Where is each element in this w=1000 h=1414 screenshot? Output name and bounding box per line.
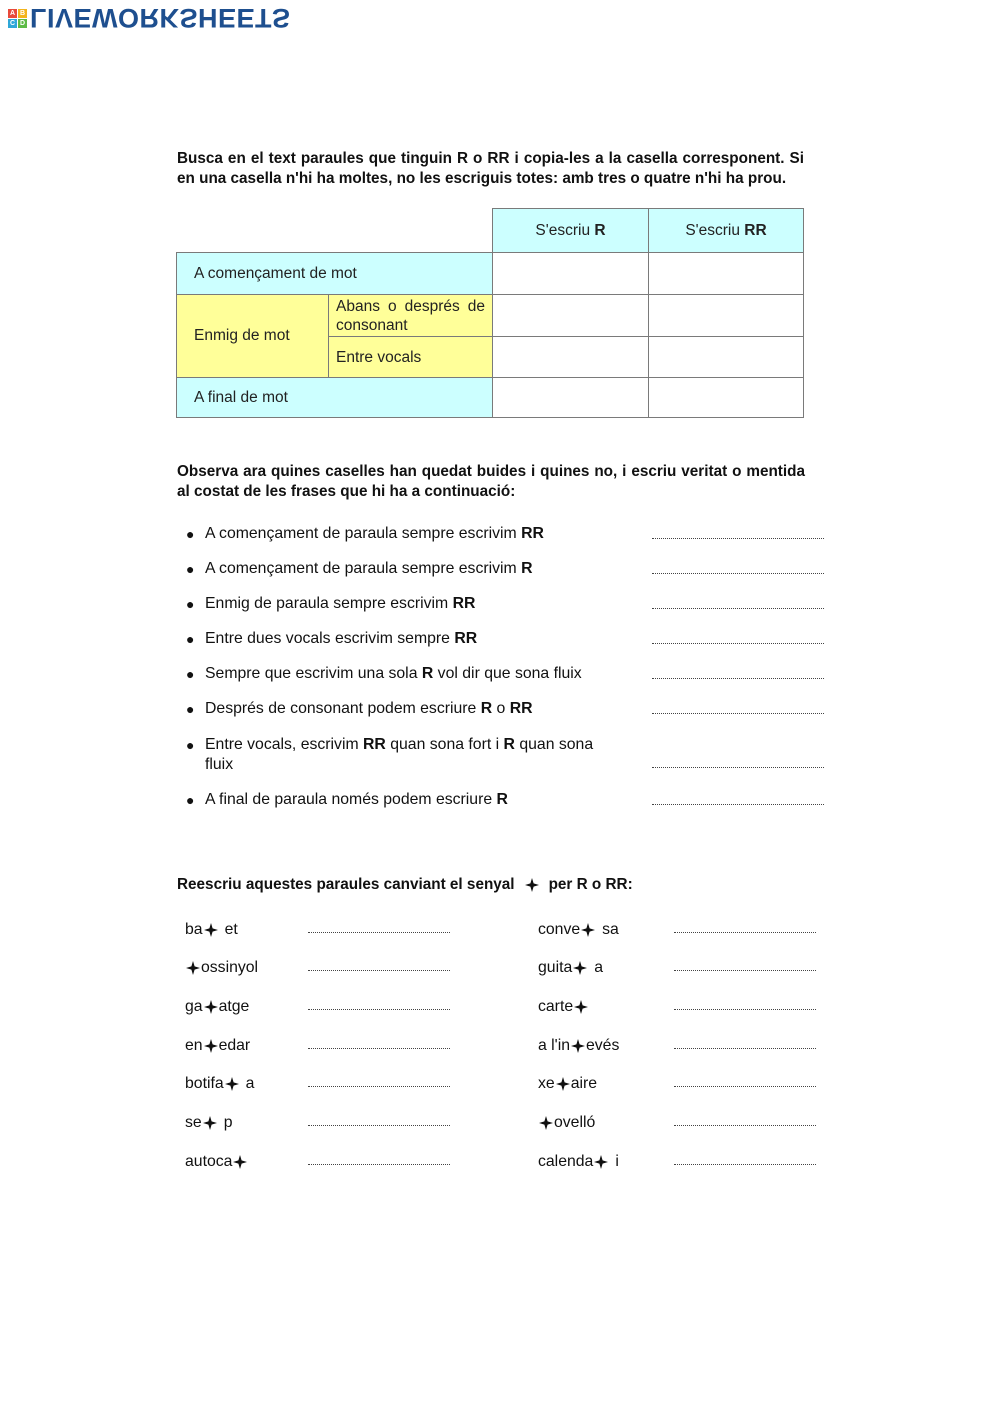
word-part-after: p — [223, 1114, 233, 1131]
logo-blocks-icon: A B C D — [9, 9, 26, 27]
four-point-star-icon — [225, 1077, 239, 1091]
bullet-icon: ● — [186, 701, 195, 717]
word-part-before: carte — [538, 998, 574, 1015]
logo-text: LIVEWORKSHEETS — [30, 3, 291, 33]
r-rr-table — [176, 208, 804, 418]
answer-line[interactable] — [308, 932, 450, 933]
answer-cell-start-r[interactable] — [492, 252, 649, 295]
answer-line[interactable] — [674, 1048, 816, 1049]
word-part-before: se — [185, 1114, 202, 1131]
word-part-after: i — [615, 1153, 619, 1170]
word-part-after: atge — [218, 998, 250, 1015]
bullet-icon: ● — [186, 596, 195, 612]
answer-cell-consonant-rr[interactable] — [648, 294, 804, 337]
word-part-after: et — [224, 921, 238, 938]
bullet-icon: ● — [186, 666, 195, 682]
answer-line[interactable] — [308, 1164, 450, 1165]
row-label-consonant: Abans o després de consonant — [328, 294, 493, 337]
four-point-star-icon — [556, 1077, 570, 1091]
bullet-icon: ● — [186, 561, 195, 577]
word-part-before: guita — [538, 959, 573, 976]
word-with-placeholder — [538, 1152, 619, 1172]
header-rr: S'escriu RR — [648, 208, 804, 253]
four-point-star-icon — [186, 961, 200, 975]
row-label-end: A final de mot — [176, 377, 493, 418]
word-with-placeholder — [185, 1152, 248, 1172]
four-point-star-icon — [204, 1039, 218, 1053]
answer-cell-consonant-r[interactable] — [492, 294, 649, 337]
answer-cell-start-rr[interactable] — [648, 252, 804, 295]
word-with-placeholder — [185, 920, 238, 940]
bullet-icon: ● — [186, 526, 195, 542]
word-with-placeholder — [185, 1036, 250, 1056]
four-point-star-icon — [204, 1000, 218, 1014]
word-part-after: evés — [586, 1037, 620, 1054]
answer-line[interactable] — [674, 1125, 816, 1126]
answer-cell-vowels-r[interactable] — [492, 336, 649, 378]
answer-line[interactable] — [652, 804, 824, 805]
table-instructions: Busca en el text paraules que tinguin R o RR i copia-les a la casella corresponent. Si en una casella n'hi ha moltes, no les escriguis totes: amb tres o quatre n'hi ha prou. — [177, 150, 804, 187]
answer-line[interactable] — [674, 932, 816, 933]
word-part-before: ba — [185, 921, 203, 938]
word-part-before: ga — [185, 998, 203, 1015]
answer-cell-end-rr[interactable] — [648, 377, 804, 418]
answer-cell-vowels-rr[interactable] — [648, 336, 804, 378]
word-part-before: conve — [538, 921, 581, 938]
word-with-placeholder — [538, 920, 619, 940]
answer-line[interactable] — [674, 1086, 816, 1087]
word-part-after: edar — [218, 1037, 251, 1054]
word-part-after: sa — [602, 921, 619, 938]
word-with-placeholder — [185, 1074, 254, 1094]
answer-line[interactable] — [652, 767, 824, 768]
word-part-before: xe — [538, 1075, 555, 1092]
answer-line[interactable] — [652, 678, 824, 679]
word-with-placeholder — [538, 958, 603, 978]
four-point-star-icon — [571, 1039, 585, 1053]
word-part-before: a l'in — [538, 1037, 570, 1054]
four-point-star-icon — [204, 923, 218, 937]
row-label-start: A començament de mot — [176, 252, 493, 295]
four-point-star-icon — [594, 1155, 608, 1169]
word-part-before: calenda — [538, 1153, 594, 1170]
four-point-star-icon — [233, 1155, 247, 1169]
answer-line[interactable] — [674, 1164, 816, 1165]
word-part-after: ossinyol — [201, 959, 259, 976]
word-with-placeholder — [185, 997, 249, 1017]
bullet-icon: ● — [186, 737, 195, 753]
word-with-placeholder — [538, 1074, 597, 1094]
row-label-middle: Enmig de mot — [176, 294, 329, 378]
answer-line[interactable] — [308, 970, 450, 971]
liveworksheets-logo — [8, 4, 291, 32]
answer-line[interactable] — [652, 573, 824, 574]
answer-line[interactable] — [308, 1125, 450, 1126]
statements-instructions: Observa ara quines caselles han quedat buides i quines no, i escriu veritat o mentida al costat de les frases que hi ha a continuació: — [177, 463, 805, 500]
word-part-before: en — [185, 1037, 203, 1054]
answer-line[interactable] — [308, 1048, 450, 1049]
answer-cell-end-r[interactable] — [492, 377, 649, 418]
answer-line[interactable] — [308, 1086, 450, 1087]
answer-line[interactable] — [652, 643, 824, 644]
answer-line[interactable] — [308, 1009, 450, 1010]
word-part-after: a — [594, 959, 604, 976]
word-with-placeholder — [538, 1113, 595, 1133]
word-part-after: ovelló — [554, 1114, 596, 1131]
four-point-star-icon — [581, 923, 595, 937]
word-with-placeholder — [185, 1113, 232, 1133]
four-point-star-icon — [203, 1116, 217, 1130]
word-with-placeholder — [538, 997, 589, 1017]
four-point-star-icon — [573, 961, 587, 975]
answer-line[interactable] — [674, 970, 816, 971]
four-point-star-icon — [574, 1000, 588, 1014]
word-part-before: autoca — [185, 1153, 233, 1170]
answer-line[interactable] — [652, 608, 824, 609]
word-part-before: botifa — [185, 1075, 224, 1092]
word-part-after: aire — [570, 1075, 598, 1092]
answer-line[interactable] — [652, 538, 824, 539]
word-part-after: a — [245, 1075, 255, 1092]
bullet-icon: ● — [186, 631, 195, 647]
word-with-placeholder — [538, 1036, 619, 1056]
row-label-vowels: Entre vocals — [328, 336, 493, 378]
rewrite-instructions: Reescriu aquestes paraules canviant el senyal per R o RR: — [177, 876, 633, 893]
header-r: S'escriu R — [492, 208, 649, 253]
word-with-placeholder — [185, 958, 258, 978]
bullet-icon: ● — [186, 792, 195, 808]
answer-line[interactable] — [652, 713, 824, 714]
answer-line[interactable] — [674, 1009, 816, 1010]
four-point-star-icon — [525, 878, 539, 892]
four-point-star-icon — [539, 1116, 553, 1130]
